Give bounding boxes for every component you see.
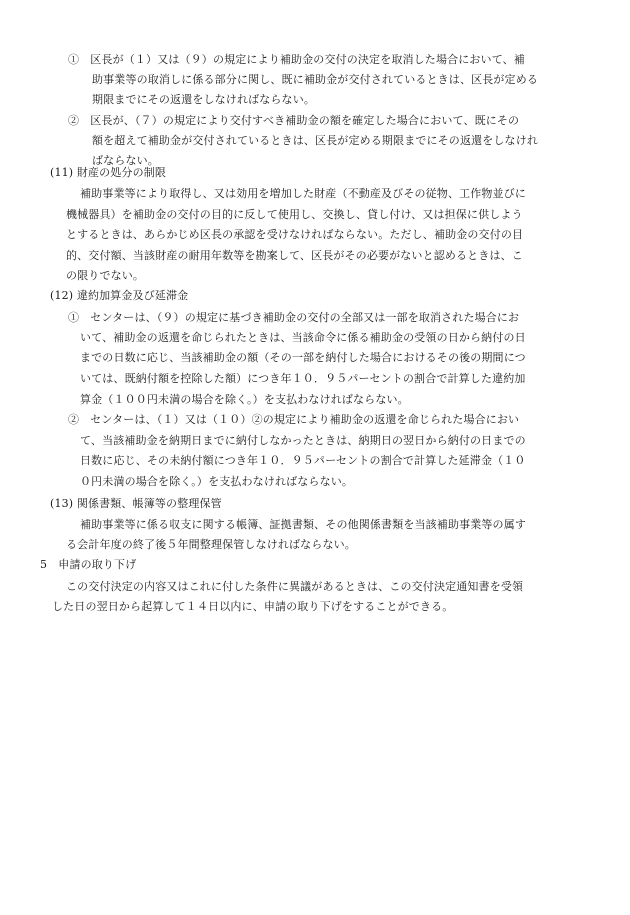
section-12-heading: (12) 違約加算金及び延滞金: [50, 289, 189, 302]
item-2-line-3: ばならない。: [92, 154, 159, 167]
section-13-line-2: る会計年度の終了後５年間整理保管しなければならない。: [66, 538, 356, 551]
section-11-heading: (11) 財産の処分の制限: [50, 166, 167, 179]
section-12-item-2-line-2: て、当該補助金を納期日までに納付しなかったときは、納期日の翌日から納付の日までの: [80, 434, 526, 447]
section-11-line-4: 的、交付額、当該財産の耐用年数等を勘案して、区長がその必要がないと認めるときは、こ: [66, 249, 523, 262]
section-11-line-1: 補助事業等により取得し、又は効用を増加した財産（不動産及びその従物、工作物並びに: [80, 187, 526, 200]
section-5-line-2: した日の翌日から起算して１４日以内に、申請の取り下げをすることができる。: [52, 600, 454, 613]
section-12-item-2-line-1: ② センターは、（１）又は（１０）②の規定により補助金の返還を命じられた場合におい: [68, 413, 520, 426]
section-13-line-1: 補助事業等に係る収支に関する帳簿、証拠書類、その他関係書類を当該補助事業等の属す: [80, 518, 526, 531]
item-2-line-1: ② 区長が、（７）の規定により交付すべき補助金の額を確定した場合において、既にその: [68, 114, 520, 127]
item-1-line-2: 助事業等の取消しに係る部分に関し、既に補助金が交付されているときは、区長が定める: [92, 73, 538, 86]
section-12-item-1-line-1: ① センターは、（９）の規定に基づき補助金の交付の全部又は一部を取消された場合にお: [68, 311, 520, 324]
section-11-line-5: の限りでない。: [66, 269, 145, 282]
section-13-heading: (13) 関係書類、帳簿等の整理保管: [50, 497, 222, 510]
section-12-item-2-line-3: 日数に応じ、その未納付額につき年１０．９５パーセントの割合で計算した延滞金（１０: [80, 454, 526, 467]
section-12-item-2-line-4: ０円未満の場合を除く。）を支払わなければならない。: [80, 475, 354, 488]
item-1-line-1: ① 区長が（１）又は（９）の規定により補助金の交付の決定を取消した場合において、補: [68, 53, 525, 66]
section-12-item-1-line-5: 算金（１００円未満の場合を除く。）を支払わなければならない。: [80, 393, 409, 406]
section-11-line-3: とするときは、あらかじめ区長の承認を受けなければならない。ただし、補助金の交付の目: [66, 228, 524, 241]
item-2-line-2: 額を超えて補助金が交付されているときは、区長が定める期限までにその返還をしなけれ: [92, 134, 538, 147]
section-12-item-1-line-3: までの日数に応じ、当該補助金の額（その一部を納付した場合におけるその後の期間につ: [80, 351, 526, 364]
section-5-heading: 5 申請の取り下げ: [40, 558, 137, 571]
section-5-line-1: この交付決定の内容又はこれに付した条件に異議があるときは、この交付決定通知書を受領: [66, 580, 524, 593]
section-11-line-2: 機械器具）を補助金の交付の目的に反して使用し、交換し、貸し付け、又は担保に供しよう: [66, 208, 523, 221]
section-12-item-1-line-4: いては、既納付額を控除した額）につき年１０．９５パーセントの割合で計算した違約加: [80, 372, 526, 385]
section-12-item-1-line-2: いて、補助金の返還を命じられたときは、当該命令に係る補助金の受領の日から納付の日: [80, 331, 526, 344]
item-1-line-3: 期限までにその返還をしなければならない。: [92, 93, 315, 106]
